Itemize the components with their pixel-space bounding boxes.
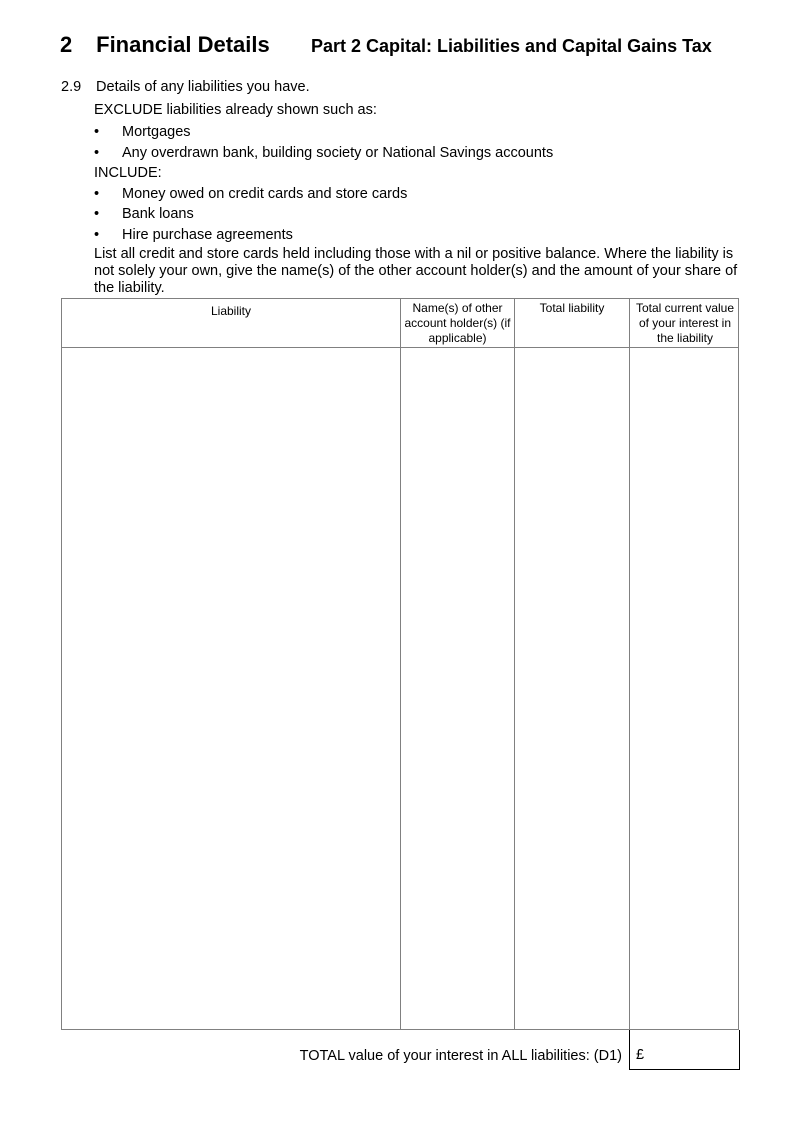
liabilities-table [61, 298, 739, 1030]
include-item [94, 206, 194, 222]
include-item [94, 227, 293, 243]
question-text: Details of any liabilities you have. [96, 79, 310, 95]
column-header-total-liability: Total liability [539, 301, 605, 315]
exclude-item [94, 124, 191, 140]
exclude-item-text: Any overdrawn bank, building society or National Savings accounts [122, 145, 554, 161]
include-item-text: Hire purchase agreements [122, 227, 293, 243]
pound-sign: £ [636, 1047, 645, 1063]
bullet-icon: • [94, 227, 100, 243]
column-header-other-holders: Name(s) of other account holder(s) (if applicable) [404, 301, 511, 345]
total-input-box[interactable] [629, 1030, 740, 1070]
include-label: INCLUDE: [94, 165, 162, 181]
section-number: 2 [60, 32, 73, 57]
exclude-item [94, 145, 553, 161]
total-label: TOTAL value of your interest in ALL liabilities: (D1) [299, 1048, 622, 1064]
bullet-icon: • [94, 206, 100, 222]
exclude-label: EXCLUDE liabilities already shown such as: [94, 102, 377, 118]
bullet-icon: • [94, 186, 100, 202]
column-divider [400, 299, 401, 1029]
include-item [94, 186, 407, 202]
column-header-your-interest: Total current value of your interest in the liability [635, 301, 735, 345]
column-divider [514, 299, 515, 1029]
part-title: Part 2 Capital: Liabilities and Capital Gains Tax [311, 36, 712, 56]
bullet-icon: • [94, 124, 100, 140]
section-heading [60, 32, 270, 58]
include-item-text: Bank loans [122, 206, 194, 222]
instruction-paragraph: List all credit and store cards held including those with a nil or positive balance. Where the liability is not solely your own, give the name(s) of the other account holder(s) and the amount of your share of the liability. [94, 246, 738, 296]
include-item-text: Money owed on credit cards and store cards [122, 186, 408, 202]
column-header-liability: Liability [210, 304, 252, 318]
section-title: Financial Details [96, 32, 270, 57]
question-number: 2.9 [61, 79, 82, 95]
exclude-item-text: Mortgages [122, 124, 191, 140]
bullet-icon: • [94, 145, 100, 161]
column-divider [629, 299, 630, 1029]
question-line [61, 79, 310, 95]
